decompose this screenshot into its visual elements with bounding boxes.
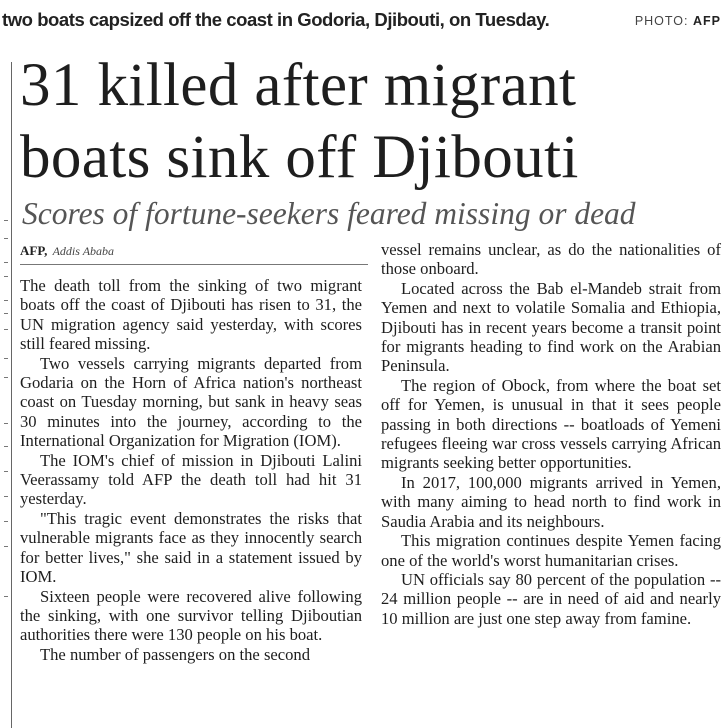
left-margin-rule <box>11 62 12 728</box>
paragraph: "This tragic event demonstrates the risks that vulnerable migrants face as they innocently search for better lives," she said in a statement issued by IOM. <box>20 508 362 587</box>
photo-caption: two boats capsized off the coast in Godoria, Djibouti, on Tuesday. <box>2 9 550 30</box>
photo-credit <box>635 14 721 28</box>
paragraph: Two vessels carrying migrants departed from Godaria on the Horn of Africa nation's northeast coast on Tuesday morning, but sank in heavy seas 30 minutes into the journey, according to the International Organization for Migration (IOM). <box>20 353 362 451</box>
paragraph: The region of Obock, from where the boat set off for Yemen, is unusual in that it sees people passing in both directions -- boatloads of Yemeni refugees fleeing war cross vessels carrying African migrants seeking better opportunities. <box>381 375 721 473</box>
byline-agency: AFP, <box>20 243 48 258</box>
photo-credit-label: PHOTO: <box>634 14 689 28</box>
headline <box>20 50 579 194</box>
paragraph: Located across the Bab el-Mandeb strait from Yemen and next to volatile Somalia and Ethiopia, Djibouti has in recent years become a transit point for migrants heading to find work on the Arabian Peninsula. <box>381 278 721 376</box>
byline-rule <box>20 264 368 265</box>
paragraph: In 2017, 100,000 migrants arrived in Yemen, with many aiming to head north to find work in Saudia Arabia and its neighbours. <box>381 472 721 531</box>
article-column-right <box>381 240 721 628</box>
paragraph-continuation: vessel remains unclear, as do the nationalities of those onboard. <box>381 240 721 279</box>
paragraph: UN officials say 80 percent of the population -- 24 million people -- are in need of aid and nearly 10 million are just one step away from famine. <box>381 569 721 628</box>
photo-credit-source: AFP <box>693 14 721 28</box>
paragraph: This migration continues despite Yemen facing one of the world's worst humanitarian crises. <box>381 531 721 570</box>
headline-line-2: boats sink off Djibouti <box>20 124 579 191</box>
byline <box>20 243 114 259</box>
photo-caption-bar <box>0 0 725 40</box>
paragraph: The death toll from the sinking of two migrant boats off the coast of Djibouti has risen to 31, the UN migration agency said yesterday, with scores still feared missing. <box>20 276 362 354</box>
paragraph: Sixteen people were recovered alive following the sinking, with one survivor telling Djiboutian authorities there were 130 people on his boat. <box>20 586 362 645</box>
article-column-left <box>20 276 362 664</box>
paragraph: The number of passengers on the second <box>40 644 311 664</box>
paragraph: The IOM's chief of mission in Djibouti Lalini Veerassamy told AFP the death toll had hit 31 yesterday. <box>20 450 362 509</box>
byline-place: Addis Ababa <box>52 244 115 258</box>
headline-line-1: 31 killed after migrant <box>20 52 577 119</box>
subheadline: Scores of fortune-seekers feared missing or dead <box>22 196 636 231</box>
